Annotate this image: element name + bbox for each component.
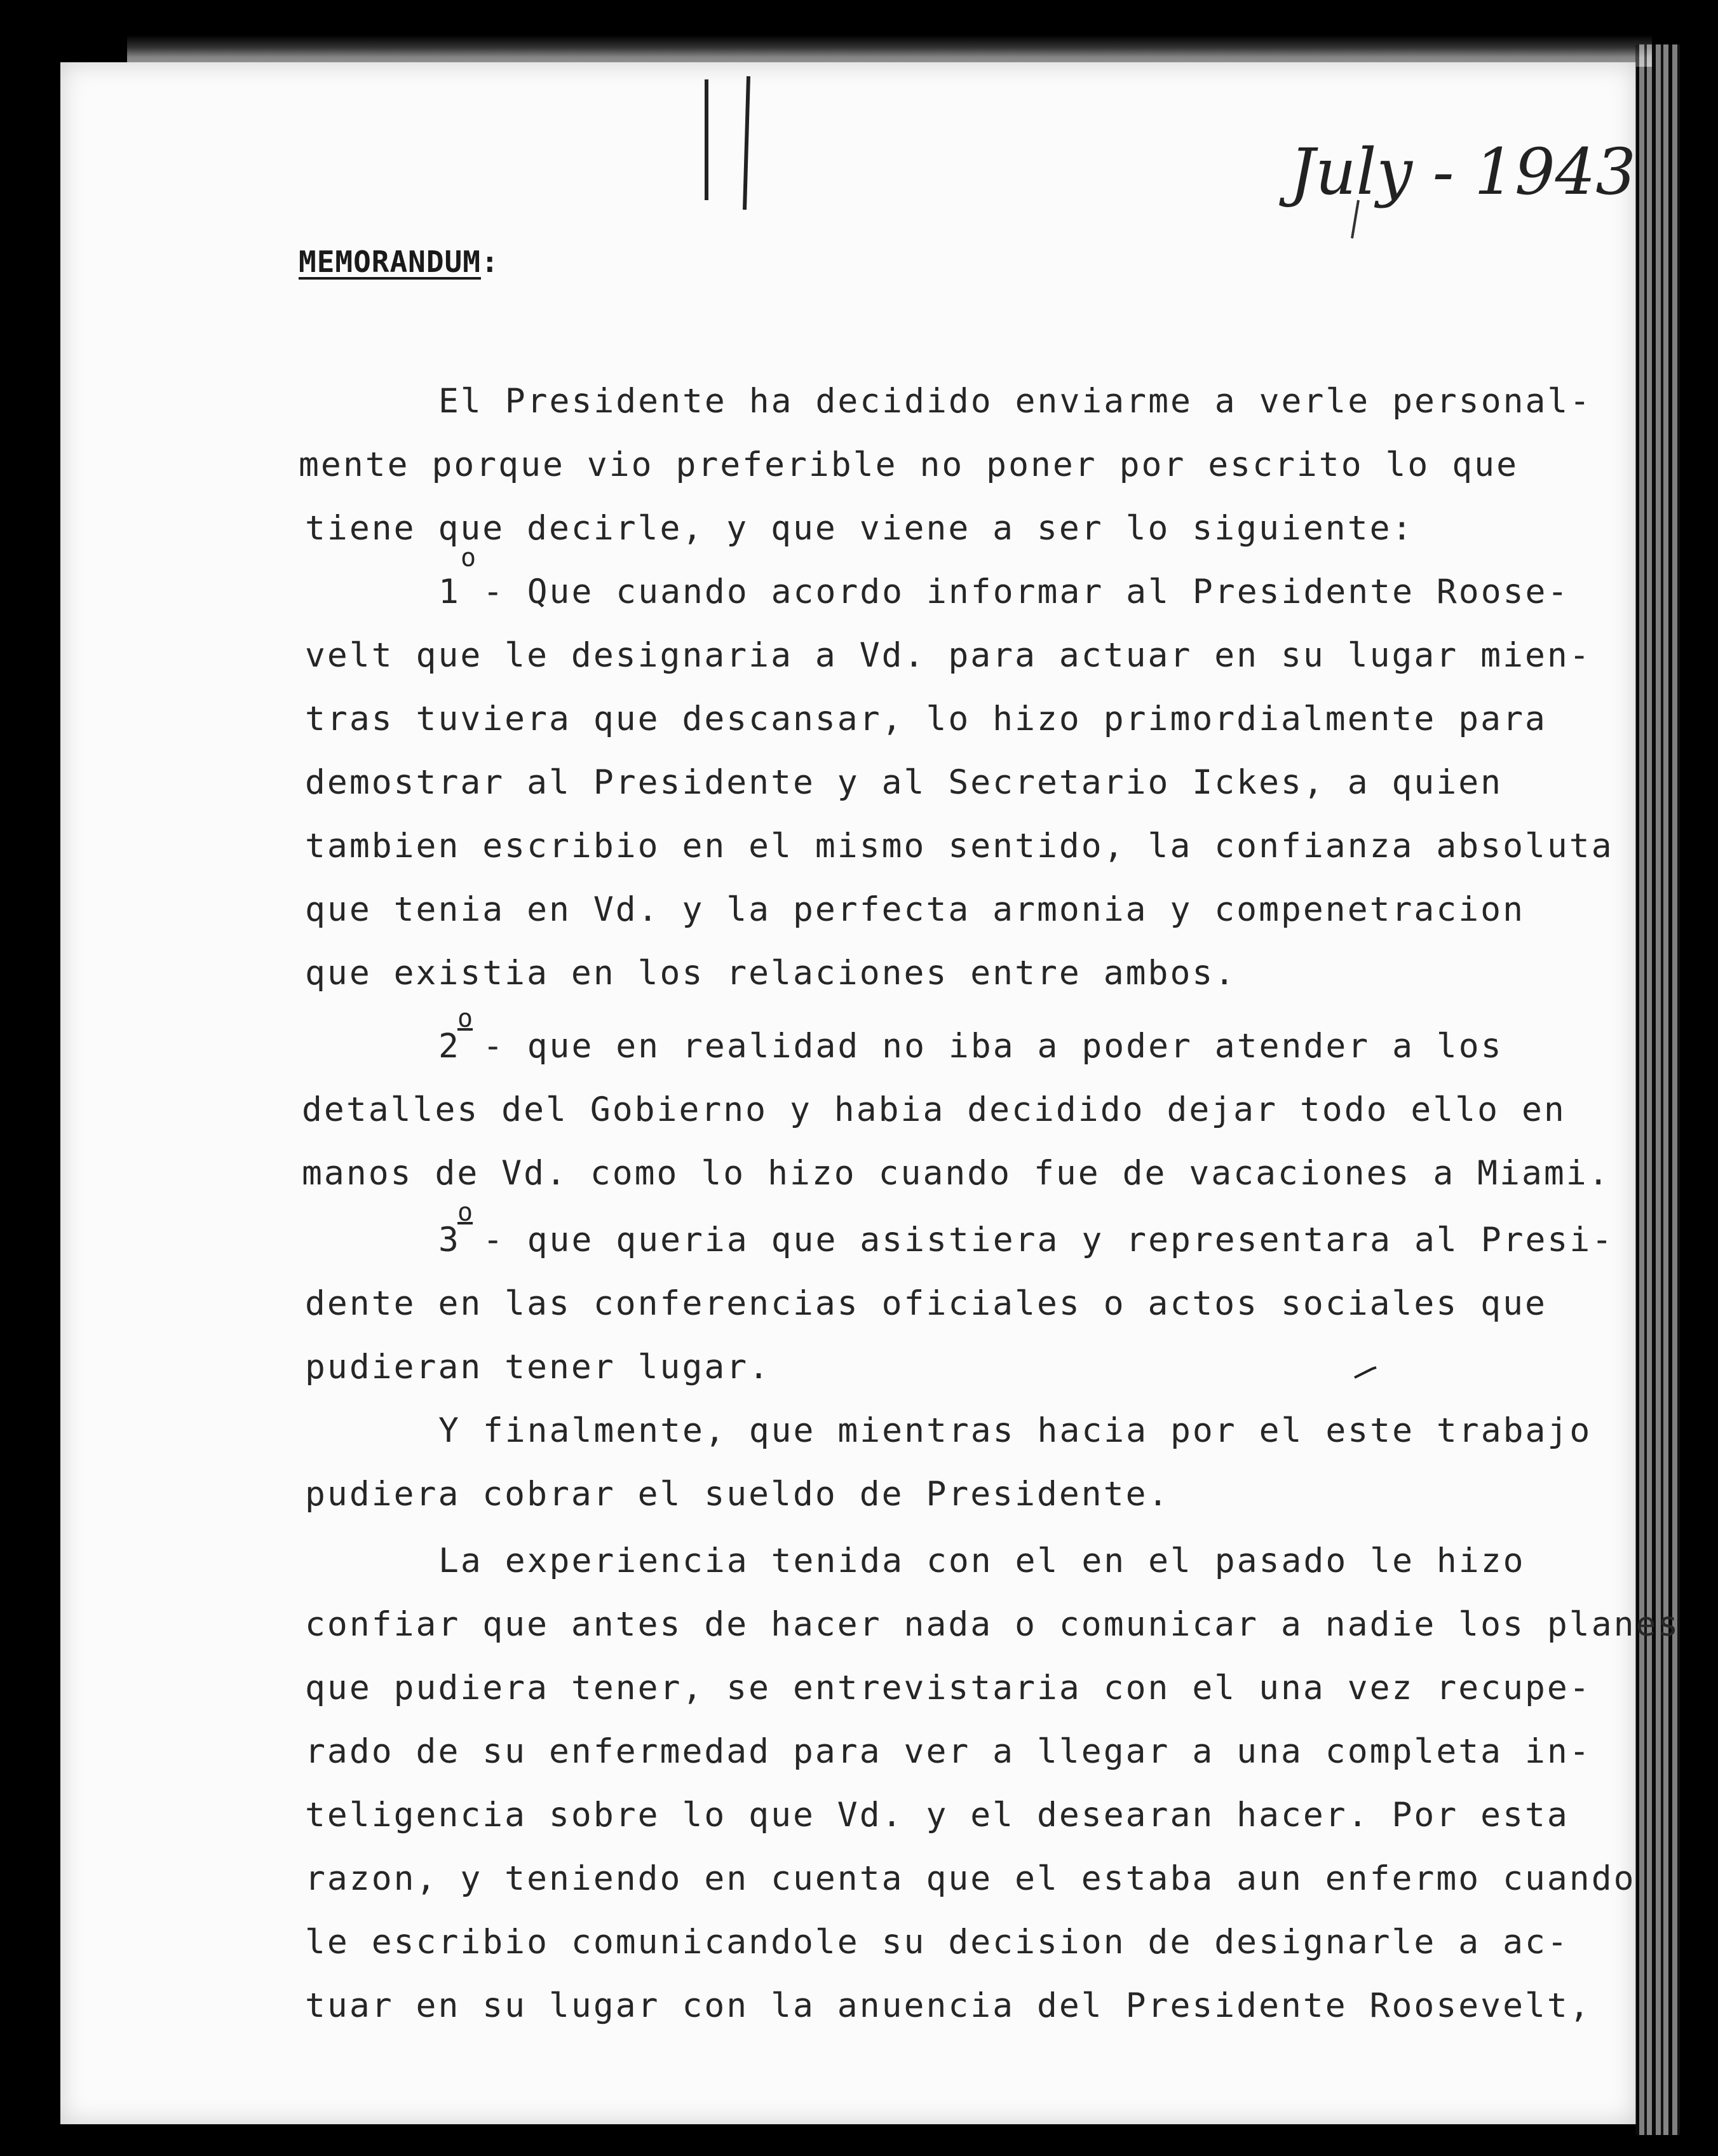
text-line: demostrar al Presidente y al Secretario Ickes, a quien bbox=[305, 763, 1503, 802]
text-line: teligencia sobre lo que Vd. y el desearan hacer. Por esta bbox=[305, 1796, 1569, 1834]
text-line: confiar que antes de hacer nada o comunicar a nadie los planes bbox=[305, 1605, 1681, 1644]
text-line: velt que le designaria a Vd. para actuar en su lugar mien- bbox=[305, 636, 1592, 675]
text-line: detalles del Gobierno y habia decidido dejar todo ello en bbox=[302, 1090, 1566, 1129]
stacked-page-edges bbox=[1635, 44, 1680, 2135]
text-line: que existia en los relaciones entre ambos. bbox=[305, 954, 1237, 993]
memo-title-text: MEMORANDUM bbox=[299, 245, 481, 279]
memo-title bbox=[299, 245, 499, 279]
text-line: Y finalmente, que mientras hacia por el este trabajo bbox=[438, 1411, 1592, 1450]
ordinal-superscript: o bbox=[457, 1004, 473, 1033]
text-line: le escribio comunicandole su decision de designarle a ac- bbox=[305, 1923, 1569, 1962]
text-line: tiene que decirle, y que viene a ser lo siguiente: bbox=[305, 509, 1414, 548]
text-line: tambien escribio en el mismo sentido, la confianza absoluta bbox=[305, 827, 1614, 865]
text-line: tuar en su lugar con la anuencia del Presidente Roosevelt, bbox=[305, 1986, 1592, 2025]
text-line: dente en las conferencias oficiales o actos sociales que bbox=[305, 1284, 1547, 1323]
text-line: mente porque vio preferible no poner por escrito lo que bbox=[299, 445, 1518, 484]
text-line: que pudiera tener, se entrevistaria con el una vez recupe- bbox=[305, 1669, 1592, 1707]
handwritten-date-annotation bbox=[1283, 133, 1636, 241]
text-line: 1 - Que cuando acordo informar al Presidente Roose- bbox=[438, 573, 1570, 611]
handwritten-date: July - 1943 bbox=[1290, 135, 1636, 209]
tick-marks-glyph bbox=[693, 73, 769, 213]
text-line: pudieran tener lugar. bbox=[305, 1348, 771, 1386]
ordinal-superscript: o bbox=[461, 543, 477, 573]
text-line: razon, y teniendo en cuenta que el estaba aun enfermo cuando bbox=[305, 1859, 1636, 1898]
text-line: manos de Vd. como lo hizo cuando fue de vacaciones a Miami. bbox=[302, 1154, 1611, 1193]
text-line: La experiencia tenida con el en el pasado le hizo bbox=[438, 1542, 1525, 1580]
text-line: pudiera cobrar el sueldo de Presidente. bbox=[305, 1475, 1170, 1514]
text-line: 2 - que en realidad no iba a poder atender a los bbox=[438, 1027, 1503, 1066]
text-line: tras tuviera que descansar, lo hizo primordialmente para bbox=[305, 700, 1547, 738]
text-line: rado de su enfermedad para ver a llegar a una completa in- bbox=[305, 1732, 1592, 1771]
text-line: 3 - que queria que asistiera y representara al Presi- bbox=[438, 1221, 1614, 1259]
ink-mark-glyph bbox=[1353, 1366, 1379, 1379]
text-line: El Presidente ha decidido enviarme a verle personal- bbox=[438, 382, 1592, 421]
memo-title-colon: : bbox=[480, 245, 499, 279]
text-line: que tenia en Vd. y la perfecta armonia y compenetracion bbox=[305, 890, 1525, 929]
ordinal-superscript: o bbox=[457, 1198, 473, 1227]
